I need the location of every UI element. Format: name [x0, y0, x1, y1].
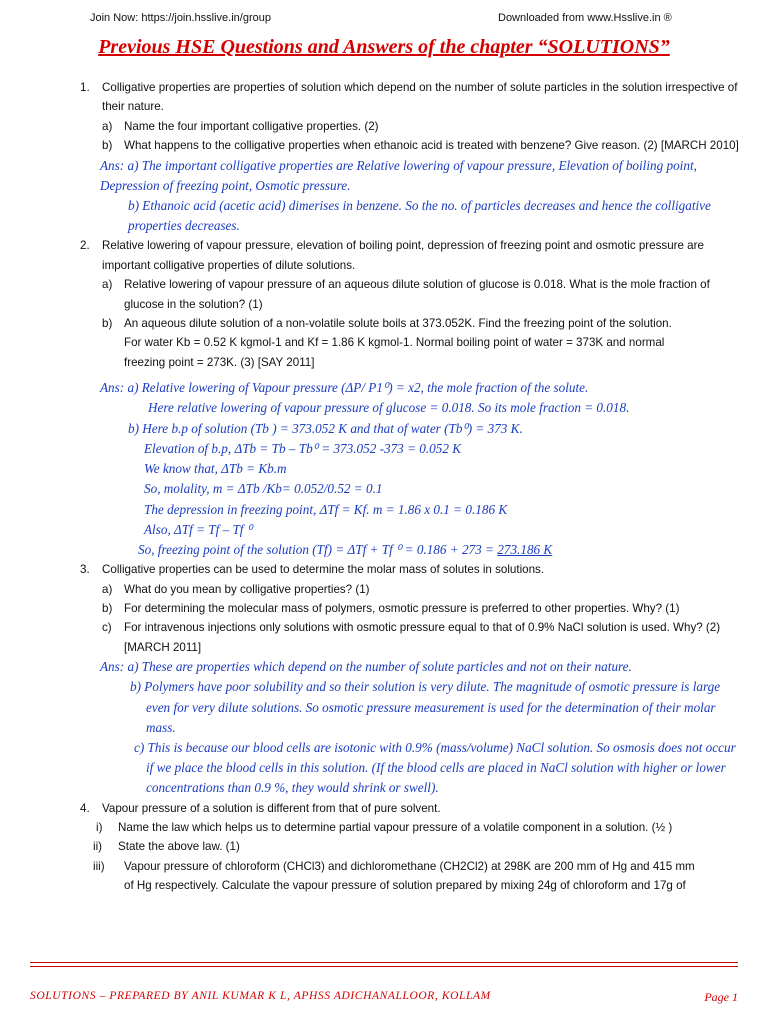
- footer-credit: SOLUTIONS – PREPARED BY ANIL KUMAR K L, APHSS ADICHANALLOOR, KOLLAM: [30, 990, 491, 1002]
- questions-content: [72, 78, 740, 896]
- sub-text: For determining the molecular mass of polymers, osmotic pressure is preferred to other properties. Why? (1): [124, 601, 680, 615]
- sub-label: ii): [93, 840, 103, 854]
- answer-2-line: b) Here b.p of solution (Tb ) = 373.052 K and that of water (Tb⁰) = 373 K.: [128, 420, 523, 436]
- sub-text: State the above law. (1): [118, 840, 240, 854]
- question-3c: [72, 618, 740, 657]
- answer-2-line: We know that, ΔTb = Kb.m: [144, 461, 287, 477]
- answer-2-result: 273.186 K: [497, 541, 553, 557]
- question-number: 1.: [80, 81, 90, 94]
- question-text: Relative lowering of vapour pressure, elevation of boiling point, depression of freezing point and osmotic pressure are important colligative properties of dilute solutions.: [102, 239, 704, 272]
- question-3b: [72, 599, 740, 618]
- header-download-source[interactable]: Downloaded from www.Hsslive.in ®: [498, 12, 672, 24]
- question-number: 2.: [80, 239, 90, 253]
- sub-label: a): [102, 278, 113, 292]
- sub-text: An aqueous dilute solution of a non-volatile solute boils at 373.052K. Find the freezing point of the solution.: [124, 317, 672, 331]
- footer-rule-bottom: [30, 966, 738, 967]
- sub-label: a): [102, 582, 113, 596]
- question-2b-constants: For water Kb = 0.52 K kgmol-1 and Kf = 1.86 K kgmol-1. Normal boiling point of water = 373K and normal: [124, 336, 665, 350]
- sub-text: What do you mean by colligative properties? (1): [124, 582, 370, 596]
- answer-2-final-text: So, freezing point of the solution (Tf) = ΔTf + Tf ⁰ = 0.186 + 273 =: [138, 541, 498, 557]
- answer-2-line: The depression in freezing point, ΔTf = Kf. m = 1.86 x 0.1 = 0.186 K: [144, 501, 508, 517]
- question-3a: [72, 580, 740, 599]
- question-text: Vapour pressure of a solution is different from that of pure solvent.: [102, 801, 441, 815]
- answer-1b: b) Ethanoic acid (acetic acid) dimerises in benzene. So the no. of particles decreases and hence the colligative properties decreases.: [128, 198, 711, 234]
- answer-2-line: Ans: a) Relative lowering of Vapour pressure (ΔP/ P1⁰) = x2, the mole fraction of the solute.: [100, 380, 589, 396]
- question-4i: [72, 818, 740, 837]
- question-1: [72, 78, 740, 117]
- sub-text: Vapour pressure of chloroform (CHCl3) and dichloromethane (CH2Cl2) at 298K are 200 mm of Hg and 415 mm: [124, 859, 695, 873]
- answer-3c: c) This is because our blood cells are isotonic with 0.9% (mass/volume) NaCl solution. So osmosis does not occur if we place the blood cells in this solution. (If the blood cells are placed in NaCl solution with higher or lower concentrations than 0.9 %, they would shrink or swell).: [134, 739, 736, 796]
- page-title: Previous HSE Questions and Answers of the chapter “SOLUTIONS”: [98, 36, 670, 58]
- question-2b-marks: freezing point = 273K. (3) [SAY 2011]: [124, 355, 315, 369]
- sub-label: b): [102, 317, 113, 331]
- question-2b: [72, 314, 740, 333]
- answer-2-line: Here relative lowering of vapour pressure of glucose = 0.018. So its mole fraction = 0.018.: [148, 400, 630, 416]
- question-2: [72, 236, 740, 275]
- answer-3b: b) Polymers have poor solubility and so their solution is very dilute. The magnitude of osmotic pressure is large even for very dilute solutions. So osmotic pressure measurement is used for the determination of their molar mass.: [130, 679, 721, 735]
- question-1b: [72, 136, 740, 155]
- sub-label: a): [102, 119, 113, 133]
- answer-2-line: Elevation of b.p, ΔTb = Tb – Tb⁰ = 373.052 -373 = 0.052 K: [144, 440, 462, 456]
- question-3: [72, 560, 740, 579]
- question-number: 3.: [80, 563, 90, 577]
- sub-text: Name the four important colligative properties. (2): [124, 119, 379, 133]
- question-4iii: [72, 857, 740, 876]
- sub-label: b): [102, 139, 113, 153]
- sub-label: b): [102, 601, 113, 615]
- answer-2-line: Also, ΔTf = Tf – Tf ⁰: [144, 521, 253, 537]
- question-number: 4.: [80, 801, 90, 815]
- sub-text: For intravenous injections only solutions with osmotic pressure equal to that of 0.9% NaCl solution is used. Why? (2) [MARCH 2011]: [124, 621, 721, 654]
- page-number: Page 1: [704, 990, 738, 1004]
- answer-2-line: So, molality, m = ΔTb /Kb= 0.052/0.52 = 0.1: [144, 481, 383, 497]
- sub-text: Name the law which helps us to determine partial vapour pressure of a volatile component in a solution. (½ ): [118, 820, 673, 834]
- question-2a: [72, 275, 740, 314]
- sub-text: What happens to the colligative properties when ethanoic acid is treated with benzene? Give reason. (2) [MARCH 2010]: [124, 139, 739, 153]
- question-4iii-continued: of Hg respectively. Calculate the vapour pressure of solution prepared by mixing 24g of chloroform and 17g of: [124, 879, 686, 893]
- question-4ii: [72, 837, 740, 856]
- sub-label: i): [96, 820, 103, 834]
- question-text: Colligative properties can be used to determine the molar mass of solutes in solutions.: [102, 563, 545, 577]
- answer-1a: Ans: a) The important colligative properties are Relative lowering of vapour pressure, Elevation of boiling point, Depression of freezing point, Osmotic pressure.: [100, 157, 697, 193]
- header-join-link[interactable]: Join Now: https://join.hsslive.in/group: [90, 12, 271, 24]
- footer-rule-top: [30, 962, 738, 963]
- answer-3a: Ans: a) These are properties which depend on the number of solute particles and not on their nature.: [100, 659, 632, 675]
- sub-text: Relative lowering of vapour pressure of an aqueous dilute solution of glucose is 0.018. What is the mole fraction of glucose in the solution? (1): [124, 278, 710, 311]
- question-1a: [72, 117, 740, 136]
- sub-label: iii): [93, 859, 105, 873]
- question-text: Colligative properties are properties of solution which depend on the number of solute particles in the solution irrespective of their nature.: [102, 81, 738, 114]
- answer-2-final: [72, 540, 740, 560]
- sub-label: c): [102, 621, 112, 635]
- question-4: [72, 799, 740, 818]
